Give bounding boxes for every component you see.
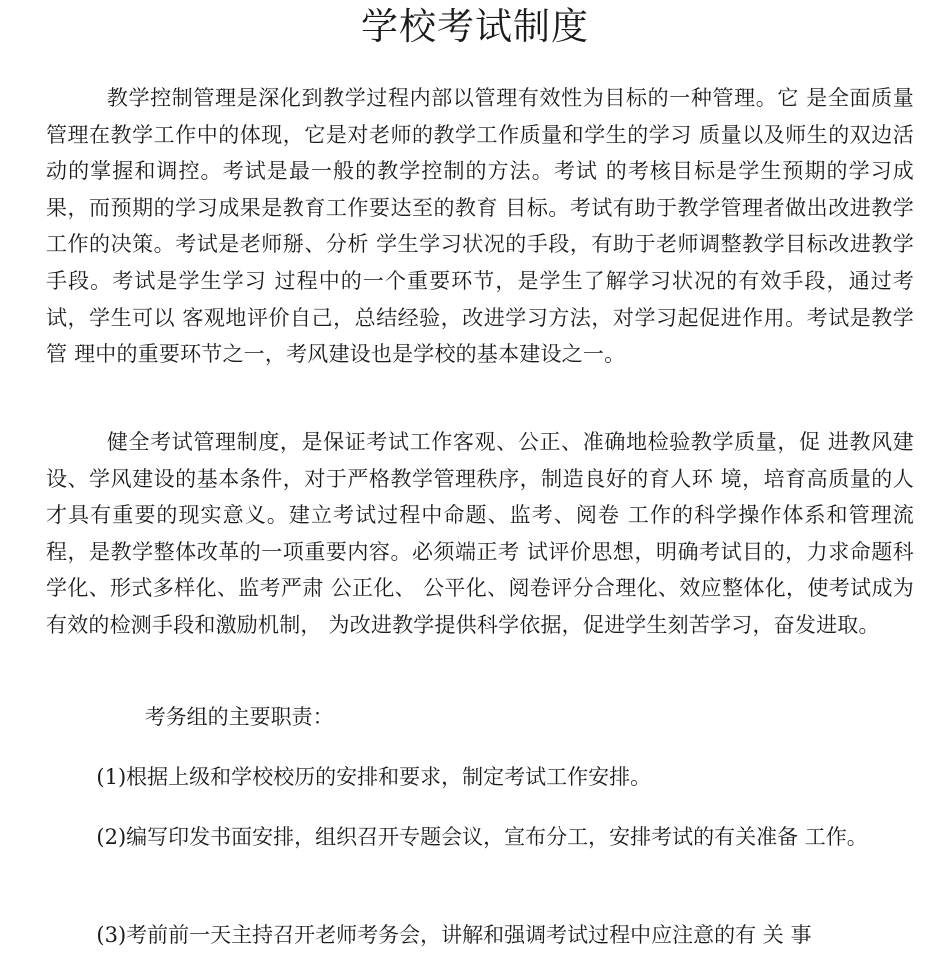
document-title: 学校考试制度 bbox=[361, 5, 589, 48]
list-item-duty-1: (1)根据上级和学校校历的安排和要求，制定考试工作安排。 bbox=[96, 765, 652, 789]
list-item-duty-2: (2)编写印发书面安排，组织召开专题会议，宣布分工，安排考试的有关准备 工作。 bbox=[96, 825, 868, 849]
section-heading-duties: 考务组的主要职责： bbox=[144, 705, 334, 729]
paragraph-exam-purpose: 教学控制管理是深化到教学过程内部以管理有效性为目标的一种管理。它 是全面质量管理在教学工作中的体现，它是对老师的教学工作质量和学生的学习 质量以及师生的双边活动的掌握和调控。考试是最一般的教学控制的方法。考试 的考核目标是学生预期的学习成果，而预期的学习成果是教育工作要达至的教育 目标。考试有助于教学管理者做出改进教学工作的决策。考试是老师掰、分析 学生学习状况的手段，有助于老师调整教学目标改进教学手段。考试是学生学习 过程中的一个重要环节，是学生了解学习状况的有效手段，通过考试，学生可以 客观地评价自己，总结经验，改进学习方法，对学习起促进作用。考试是教学管 理中的重要环节之一，考风建设也是学校的基本建设之一。 bbox=[46, 86, 914, 367]
paragraph-exam-management: 健全考试管理制度，是保证考试工作客观、公正、准确地检验教学质量，促 进教风建设、学风建设的基本条件，对于严格教学管理秩序，制造良好的育人环 境，培育高质量的人才具有重要的现实意义。建立考试过程中命题、监考、阅卷 工作的科学操作体系和管理流程，是教学整体改革的一项重要内容。必须端正考 试评价思想，明确考试目的，力求命题科学化、形式多样化、监考严肃 公正化、 公平化、阅卷评分合理化、效应整体化，使考试成为有效的检测手段和激励机制， 为改进教学提供科学依据，促进学生刻苦学习，奋发进取。 bbox=[46, 430, 914, 637]
list-item-duty-3: (3)考前前一天主持召开老师考务会，讲解和强调考试过程中应注意的有 关 事 bbox=[96, 923, 812, 947]
